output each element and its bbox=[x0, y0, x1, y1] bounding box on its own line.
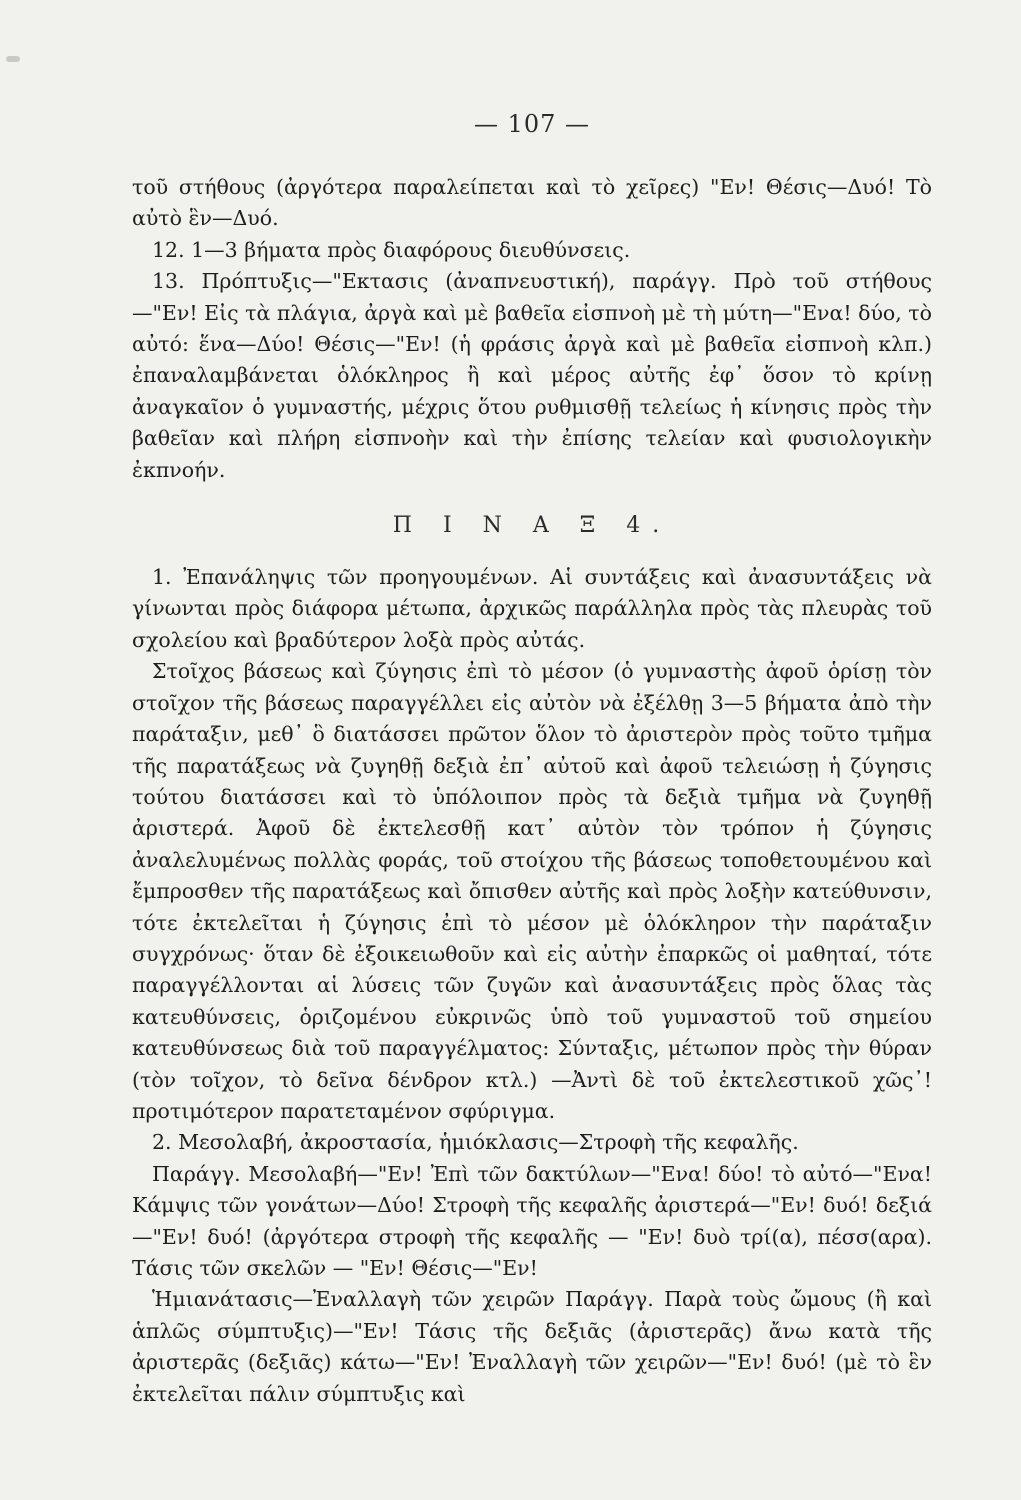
page-number: — 107 — bbox=[473, 110, 591, 138]
book-page bbox=[132, 110, 932, 1410]
paragraph-item-13: 13. Πρόπτυξις—"Εκτασις (ἀναπνευστική), παράγγ. Πρὸ τοῦ στήθους—"Εν! Εἰς τὰ πλάγια, ἀργὰ καὶ μὲ βαθεῖα εἰσπνοὴ μὲ τὴ μύτη—"Ενα! δύο, τὸ αὐτό: ἕνα—Δύο! Θέσις—"Εν! (ἡ φράσις ἀργὰ καὶ μὲ βαθεῖα εἰσπνοὴ κλπ.) ἐπαναλαμβάνεται ὁλόκληρος ἢ καὶ μέρος αὐτῆς ἐφ᾽ ὅσον τὸ κρίνῃ ἀναγκαῖον ὁ γυμναστής, μέχρις ὅτου ρυθμισθῇ τελείως ἡ κίνησις πρὸς τὴν βαθεῖαν καὶ πλήρη εἰσπνοὴν καὶ τὴν ἐπίσης τελείαν καὶ φυσιολογικὴν ἐκπνοήν. bbox=[132, 269, 932, 482]
section-heading: Π Ι Ν Α Ξ 4. bbox=[392, 513, 672, 539]
paragraph-continuation: τοῦ στήθους (ἀργότερα παραλείπεται καὶ τὸ χεῖρες) "Εν! Θέσις—Δυό! Τὸ αὐτὸ ἓν—Δυό. bbox=[132, 175, 932, 231]
paragraph-commands: Παράγγ. Μεσολαβή—"Εν! Ἐπὶ τῶν δακτύλων—"Ενα! δύο! τὸ αὐτό—"Ενα! Κάμψις τῶν γονάτων—Δύο! Στροφὴ τῆς κεφαλῆς ἀριστερά—"Εν! δυό! δεξιά—"Εν! δυό! (ἀργότερα στροφὴ τῆς κεφαλῆς — "Εν! δυὸ τρί(α), πέσσ(αρα). Τάσις τῶν σκελῶν — "Εν! Θέσις—"Εν! bbox=[132, 1161, 932, 1280]
paragraph-base-file: Στοῖχος βάσεως καὶ ζύγησις ἐπὶ τὸ μέσον (ὁ γυμναστὴς ἀφοῦ ὁρίσῃ τὸν στοῖχον τῆς βάσεως παραγγέλλει εἰς αὐτὸν νὰ ἐξέλθῃ 3—5 βήματα ἀπὸ τὴν παράταξιν, μεθ᾽ ὃ διατάσσει πρῶτον ὅλον τὸ ἀριστερὸν πρὸς τοῦτο τμῆμα τῆς παρατάξεως νὰ ζυγηθῇ δεξιὰ ἐπ᾽ αὐτοῦ καὶ ἀφοῦ τελειώσῃ ἡ ζύγησις τούτου διατάσσει καὶ τὸ ὑπόλοιπον πρὸς τὰ δεξιὰ τμῆμα νὰ ζυγηθῇ ἀριστερά. Ἀφοῦ δὲ ἐκτελεσθῇ κατ᾽ αὐτὸν τὸν τρόπον ἡ ζύγησις ἀναλελυμένως πολλὰς φοράς, τοῦ στοίχου τῆς βάσεως τοποθετουμένου καὶ ἔμπροσθεν τῆς παρατάξεως καὶ ὄπισθεν αὐτῆς καὶ πρὸς λοξὴν κατεύθυνσιν, τότε ἐκτελεῖται ἡ ζύγησις ἐπὶ τὸ μέσον μὲ ὁλόκληρον τὴν παράταξιν συγχρόνως· ὅταν δὲ ἐξοικειωθοῦν καὶ εἰς αὐτὴν ἐπαρκῶς οἱ μαθηταί, τότε παραγγέλλονται αἱ λύσεις τῶν ζυγῶν καὶ ἀνασυντάξεις πρὸς ὅλας τὰς κατευθύνσεις, ὁριζομένου εὐκρινῶς ὑπὸ τοῦ γυμναστοῦ τοῦ σημείου κατευθύνσεως διὰ τοῦ παραγγέλματος: Σύνταξις, μέτωπον πρὸς τὴν θύραν (τὸν τοῖχον, τὸ δεῖνα δένδρον κτλ.) —Ἀντὶ δὲ τοῦ ἐκτελεστικοῦ χῶς᾽! προτιμότερον παρατεταμένον σφύριγμα. bbox=[132, 659, 932, 1123]
paragraph-half-stretch: Ἡμιανάτασις—Ἐναλλαγὴ τῶν χειρῶν Παράγγ. Παρὰ τοὺς ὤμους (ἢ καὶ ἁπλῶς σύμπτυξις)—"Εν! Τάσις τῆς δεξιᾶς (ἀριστερᾶς) ἄνω κατὰ τῆς ἀριστερᾶς (δεξιᾶς) κάτω—"Εν! Ἐναλλαγὴ τῶν χειρῶν—"Εν! δυό! (μὲ τὸ ἓν ἐκτελεῖται πάλιν σύμπτυξις καὶ bbox=[132, 1287, 932, 1406]
paragraph-item-1: 1. Ἐπανάληψις τῶν προηγουμένων. Αἱ συντάξεις καὶ ἀνασυντάξεις νὰ γίνωνται πρὸς διάφορα μέτωπα, ἀρχικῶς παράλληλα πρὸς τὰς πλευρὰς τοῦ σχολείου καὶ βραδύτερον λοξὰ πρὸς αὐτάς. bbox=[132, 565, 932, 652]
scan-speck bbox=[6, 56, 20, 62]
paragraph-item-12: 12. 1—3 βήματα πρὸς διαφόρους διευθύνσεις. bbox=[152, 237, 631, 262]
paragraph-item-2: 2. Μεσολαβή, ἀκροστασία, ἡμιόκλασις—Στροφὴ τῆς κεφαλῆς. bbox=[152, 1130, 799, 1155]
text-block-before-heading bbox=[132, 172, 932, 486]
text-block-after-heading bbox=[132, 562, 932, 1410]
